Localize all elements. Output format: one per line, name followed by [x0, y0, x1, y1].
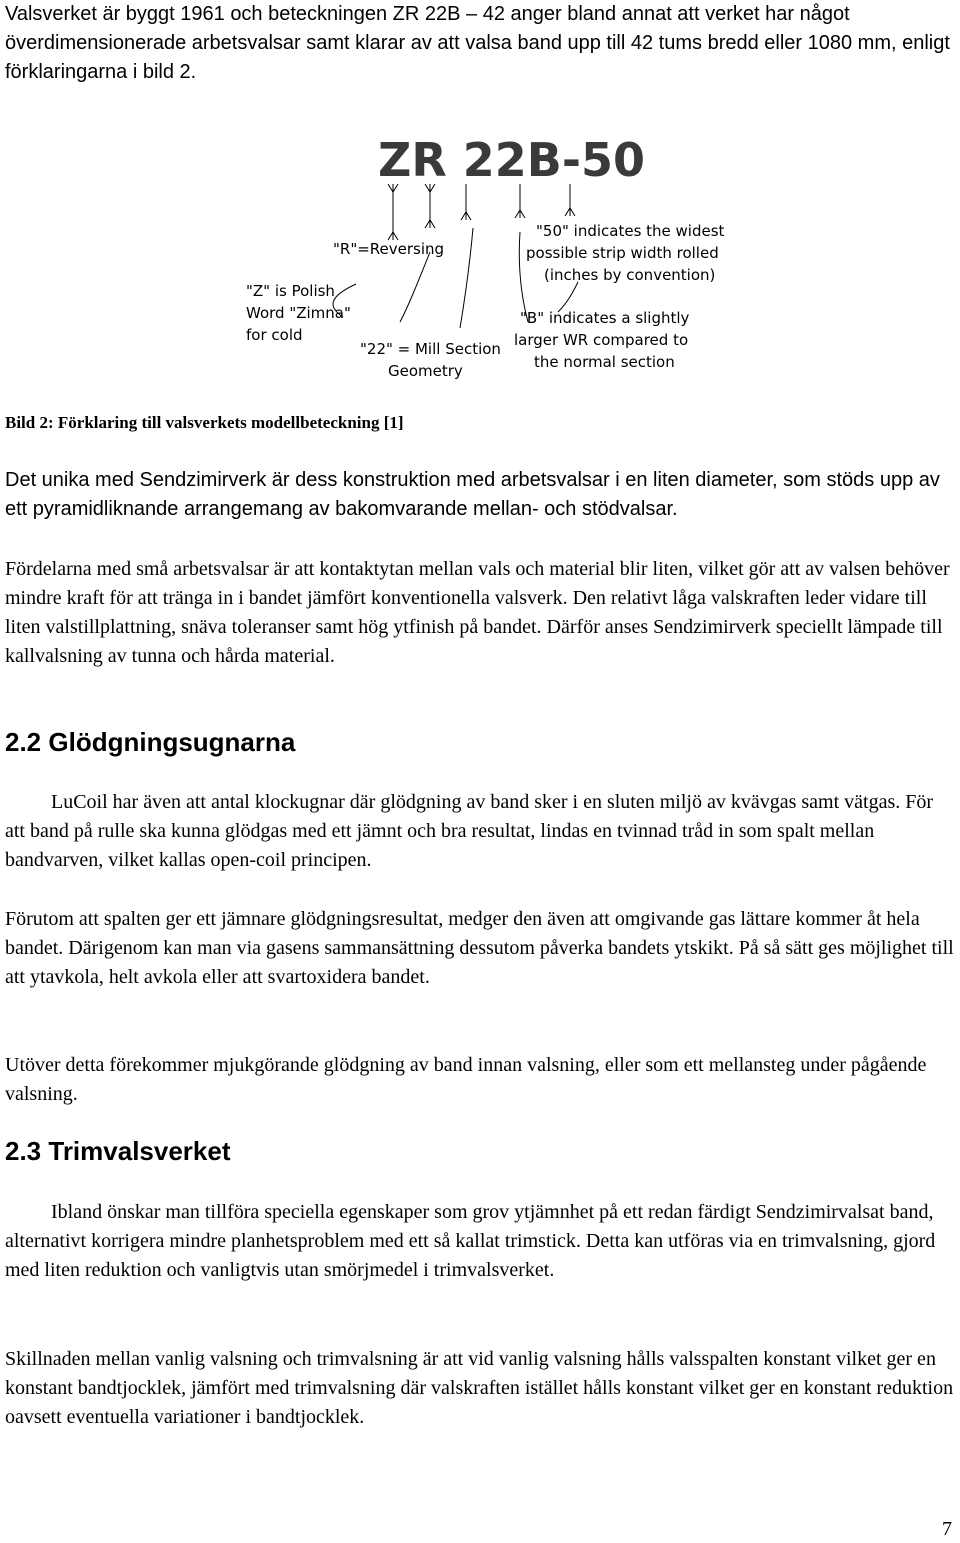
n22-curve-a — [400, 252, 430, 322]
section-heading-2-3: 2.3 Trimvalsverket — [5, 1136, 231, 1166]
b-annotation-line1: "B" indicates a slightly — [520, 309, 690, 327]
n50-annotation-line2: possible strip width rolled — [526, 244, 719, 262]
page-number: 7 — [942, 1518, 952, 1540]
soft-annealing-paragraph: Utöver detta förekommer mjukgörande glödgning av band innan valsning, eller som ett mellansteg under pågående valsning. — [5, 1054, 927, 1105]
n22-curve-b — [460, 228, 473, 328]
n50-annotation-line3: (inches by convention) — [544, 266, 716, 284]
n50-annotation-line1: "50" indicates the widest — [536, 222, 725, 240]
trim-difference-paragraph: Skillnaden mellan vanlig valsning och trimvalsning är att vid vanlig valsning hålls valsspalten konstant vilket ger en konstant bandtjocklek, jämfört med trimvalsning där valskraften istället hålls konstant vilket ger en konstant reduktion oavsett eventuella variationer i bandtjocklek. — [5, 1348, 954, 1428]
n22-annotation-line1: "22" = Mill Section — [360, 340, 501, 358]
b-annotation-line2: larger WR compared to — [514, 331, 689, 349]
trim-intro-paragraph: Ibland önskar man tillföra speciella egenskaper som grov ytjämnhet på ett redan färdigt Sendzimirvalsat band, alternativt korrigera mindre planhetsproblem med ett så kallat trimstick. Detta kan utföras via en trimvalsning, gjord med liten reduktion och vanligtvis utan smörjmedel i trimvalsverket. — [5, 1201, 936, 1281]
lucoil-paragraph: LuCoil har även att antal klockugnar där glödgning av band sker i en sluten miljö av kvävgas samt vätgas. För att band på rulle ska kunna glödgas med ett jämnt och bra resultat, lindas en tvinnad tråd in som spalt mellan bandvarven, vilket kallas open-coil principen. — [5, 791, 934, 871]
advantages-paragraph: Fördelarna med små arbetsvalsar är att kontaktytan mellan vals och material blir liten, vilket gör att av valsen behöver mindre kraft för att tränga in i bandet jämfört konventionella valsverk. Den relativt låga valskraften leder vidare till liten valstillplattning, snäva toleranser samt hög ytfinish på bandet. Därför anses Sendzimirverk speciellt lämpade till kallvalsning av tunna och hårda material. — [5, 558, 950, 667]
model-designation-figure — [238, 132, 738, 384]
z-annotation-line2: Word "Zimna" — [246, 304, 351, 322]
model-code: ZR 22B-50 — [378, 133, 645, 187]
section-heading-2-2: 2.2 Glödgningsugnarna — [5, 727, 296, 757]
z-annotation-line1: "Z" is Polish — [246, 282, 335, 300]
gap-paragraph: Förutom att spalten ger ett jämnare glödgningsresultat, medger den även att omgivande gas lättare kommer åt hela bandet. Därigenom kan man via gasens sammansättning dessutom påverka bandets ytskikt. På så sätt ges möjlighet till att ytavkola, helt avkola eller att svartoxidera bandet. — [5, 908, 954, 988]
figure-caption: Bild 2: Förklaring till valsverkets modellbeteckning [1] — [5, 413, 404, 432]
z-annotation-line3: for cold — [246, 326, 303, 344]
b-pointer — [558, 282, 578, 312]
b-annotation-line3: the normal section — [534, 353, 675, 371]
intro-paragraph: Valsverket är byggt 1961 och beteckningen ZR 22B – 42 anger bland annat att verket har något överdimensionerade arbetsvalsar samt klarar av att valsa band upp till 42 tums bredd eller 1080 mm, enligt förklaringarna i bild 2. — [5, 3, 950, 83]
n22-annotation-line2: Geometry — [388, 362, 463, 380]
sendzimir-paragraph: Det unika med Sendzimirverk är dess konstruktion med arbetsvalsar i en liten diameter, som stöds upp av ett pyramidliknande arrangemang av bakomvarande mellan- och stödvalsar. — [5, 469, 940, 520]
r-annotation: "R"=Reversing — [333, 240, 445, 258]
model-designation-diagram — [238, 132, 738, 384]
